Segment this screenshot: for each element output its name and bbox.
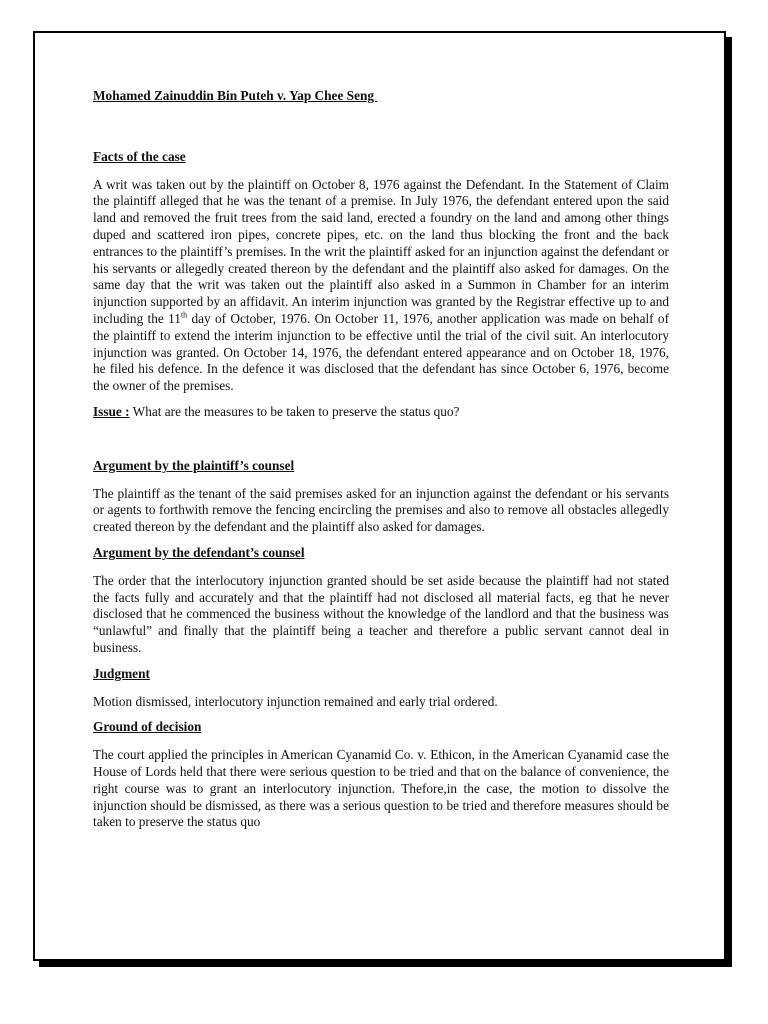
issue-line [93,404,669,421]
ground-paragraph: The court applied the principles in American Cyanamid Co. v. Ethicon, in the American Cyanamid case the House of Lords held that there were serious question to be tried and that on the balance of convenience, the right course was to grant an interlocutory injunction. Thefore,in the case, the motion to dissolve the injunction should be dismissed, as there was a serious question to be tried and therefore measures should be taken to preserve the status quo [93,747,669,830]
defendant-argument-heading: Argument by the defendant’s counsel [93,544,305,560]
plaintiff-argument-paragraph: The plaintiff as the tenant of the said premises asked for an injunction against the defendant or his servants or agents to forthwith remove the fencing encircling the premises and also to remove all obstacles allegedly created thereon by the defendant and the plaintiff also asked for damages. [93,485,669,535]
issue-label: Issue : [93,403,130,419]
defendant-argument-paragraph: The order that the interlocutory injunction granted should be set aside because the plaintiff had not stated the facts fully and accurately and that the plaintiff had not disclosed all material facts, eg that he never disclosed that he commenced the business without the knowledge of the landlord and that the business was “unlawful” and finally that the plaintiff being a teacher and therefore a public servant cannot deal in business. [93,572,669,655]
judgment-heading: Judgment [93,665,150,681]
facts-text-part2: day of October, 1976. On October 11, 1976, another application was made on behalf of the plaintiff to extend the interim injunction to be effective until the trial of the civil suit. An interlocutory injunction was granted. On October 14, 1976, the defendant entered appearance and on October 18, 1976, he filed his defence. In the defence it was disclosed that the defendant has since October 6, 1976, become the owner of the premises. [93,310,669,394]
case-title: Mohamed Zainuddin Bin Puteh v. Yap Chee Seng [93,88,378,103]
issue-text: What are the measures to be taken to preserve the status quo? [129,403,460,419]
facts-paragraph [93,177,669,395]
plaintiff-argument-heading: Argument by the plaintiff’s counsel [93,457,295,473]
judgment-paragraph: Motion dismissed, interlocutory injunction remained and early trial ordered. [93,693,498,709]
facts-text-part1: A writ was taken out by the plaintiff on October 8, 1976 against the Defendant. In the Statement of Claim the plaintiff alleged that he was the tenant of a premise. In July 1976, the defendant entered upon the said land and removed the fruit trees from the said land, erected a foundry on the land and among other things duped and scattered iron pipes, concrete pipes, etc. on the land thus blocking the front and the back entrances to the plaintiff’s premises. In the writ the plaintiff asked for an injunction against the defendant or his servants or allegedly created thereon by the defendant and the plaintiff also asked for damages. On the same day that the writ was taken out the plaintiff also asked in a Summon in Chamber for an interim injunction supported by an affidavit. An interim injunction was granted by the Registrar effective up to and including the 11 [93,176,669,326]
document-body [93,88,669,840]
facts-superscript: th [180,310,188,320]
facts-heading: Facts of the case [93,148,186,164]
ground-heading: Ground of decision [93,719,202,735]
